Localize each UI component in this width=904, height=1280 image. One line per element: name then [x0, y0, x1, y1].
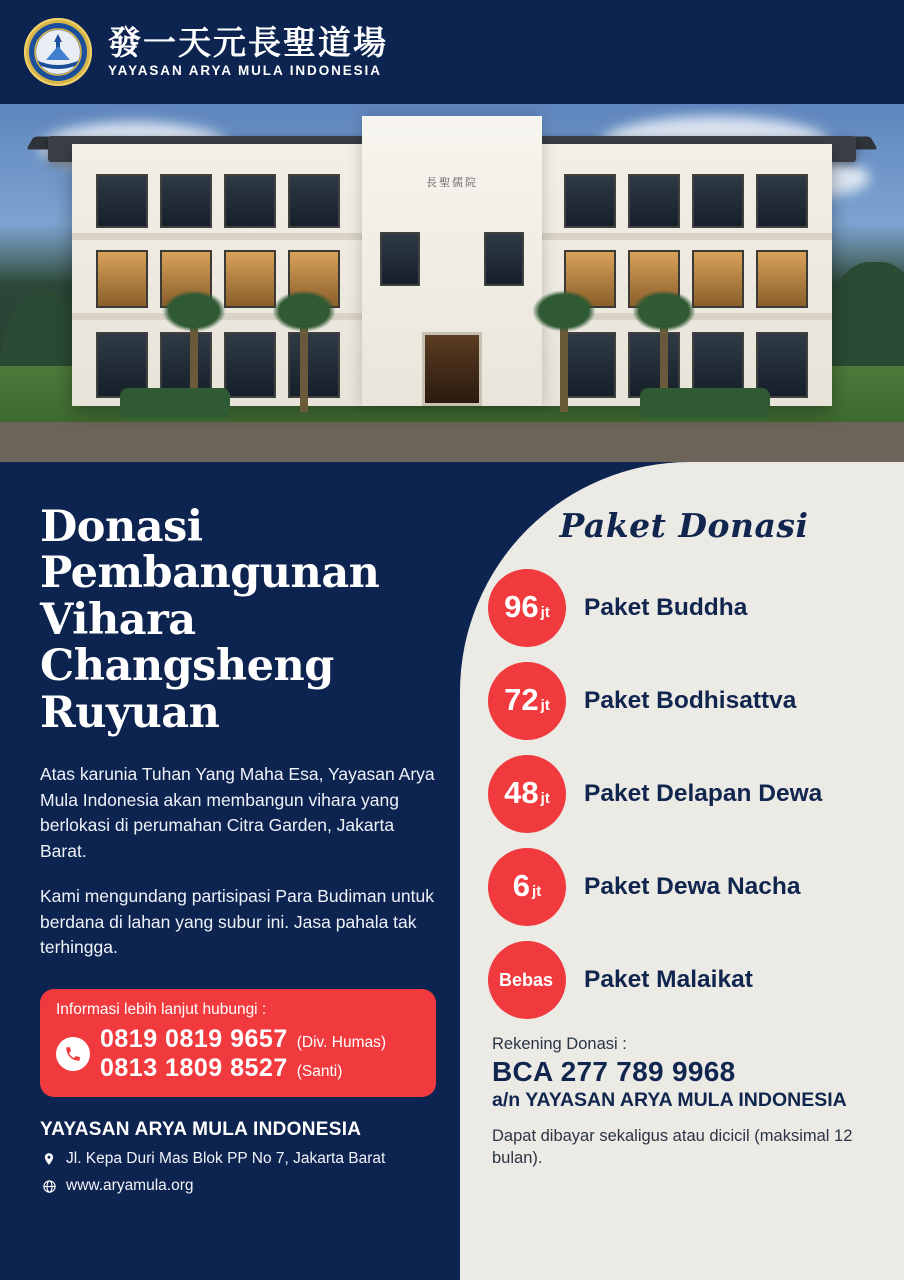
package-amount: 48 [504, 775, 539, 810]
website-row[interactable] [40, 1177, 436, 1195]
phone-icon [56, 1037, 90, 1071]
page-title: Donasi Pembangunan Vihara Changsheng Ruyuan [40, 502, 380, 738]
package-amount: Bebas [498, 970, 554, 990]
palm-tree [300, 316, 308, 412]
building-sign: 長聖儒院 [426, 176, 478, 189]
driveway [0, 422, 904, 462]
bank-account-number: BCA 277 789 9968 [492, 1056, 736, 1087]
package-unit: jt [540, 697, 550, 714]
phone-tag: (Santi) [296, 1063, 343, 1081]
package-amount-badge [488, 848, 566, 926]
list-item [488, 569, 880, 647]
globe-icon [40, 1177, 58, 1195]
website-text[interactable]: www.aryamula.org [66, 1177, 194, 1195]
intro-paragraph-1: Atas karunia Tuhan Yang Maha Esa, Yayasan Arya Mula Indonesia akan membangun vihara yang berlokasi di perumahan Citra Garden, Jakarta Barat. [40, 764, 435, 861]
window [628, 174, 680, 228]
package-label: Paket Dewa Nacha [584, 873, 801, 900]
package-label: Paket Bodhisattva [584, 687, 797, 714]
package-amount: 96 [504, 589, 539, 624]
package-label: Paket Malaikat [584, 966, 753, 993]
window [288, 332, 340, 398]
poster-header [0, 0, 904, 104]
palm-tree [560, 316, 568, 412]
window [564, 174, 616, 228]
package-amount-badge [488, 941, 566, 1019]
temple-seal-logo-icon [22, 16, 94, 88]
package-amount: 6 [512, 868, 531, 903]
window-lit [756, 250, 808, 308]
contact-row [56, 1025, 420, 1083]
window [692, 174, 744, 228]
main-door [422, 332, 482, 406]
list-item [488, 662, 880, 740]
list-item [488, 755, 880, 833]
window-lit [692, 250, 744, 308]
package-unit: jt [540, 790, 550, 807]
package-label: Paket Buddha [584, 594, 748, 621]
package-label: Paket Delapan Dewa [584, 780, 823, 807]
brand-title-cn: 發一天元長聖道場 [108, 22, 388, 62]
donation-package-panel [460, 462, 904, 1280]
phone-entry [100, 1054, 386, 1083]
phone-number: 0813 1809 8527 [100, 1054, 288, 1083]
address-text: Jl. Kepa Duri Mas Blok PP No 7, Jakarta Barat [66, 1150, 386, 1168]
list-item [488, 941, 880, 1019]
window [96, 174, 148, 228]
package-unit: jt [540, 604, 550, 621]
phone-number: 0819 0819 9657 [100, 1025, 288, 1054]
payment-note: Dapat dibayar sekaligus atau dicicil (maksimal 12 bulan). [492, 1127, 853, 1167]
package-amount-badge [488, 755, 566, 833]
brand-block [108, 22, 388, 79]
window [160, 174, 212, 228]
window [224, 174, 276, 228]
panel-title: Paket Donasi [559, 506, 809, 545]
list-item [488, 848, 880, 926]
hedge [120, 388, 230, 418]
location-pin-icon [40, 1150, 58, 1168]
contact-card [40, 989, 436, 1097]
package-unit: jt [532, 883, 542, 900]
intro-paragraph-2: Kami mengundang partisipasi Para Budiman untuk berdana di lahan yang subur ini. Jasa pahala tak terhingga. [40, 886, 434, 958]
window-lit [96, 250, 148, 308]
window [484, 232, 524, 286]
contact-heading: Informasi lebih lanjut hubungi : [56, 1001, 267, 1019]
bank-details [488, 1035, 880, 1170]
phone-entry [100, 1025, 386, 1054]
window [756, 174, 808, 228]
phone-tag: (Div. Humas) [296, 1034, 387, 1052]
building-center-tower [362, 116, 542, 406]
left-content-column [0, 462, 470, 1280]
window [564, 332, 616, 398]
window-lit [224, 250, 276, 308]
window [380, 232, 420, 286]
phone-number-list [100, 1025, 386, 1083]
address-row [40, 1150, 436, 1168]
package-list [488, 569, 880, 1019]
organization-name: YAYASAN ARYA MULA INDONESIA [40, 1119, 362, 1141]
bank-label: Rekening Donasi : [492, 1035, 627, 1053]
window [288, 174, 340, 228]
package-amount: 72 [504, 682, 539, 717]
package-amount-badge [488, 662, 566, 740]
hedge [640, 388, 770, 418]
brand-title-sub: YAYASAN ARYA MULA INDONESIA [108, 63, 382, 79]
bank-account-holder: a/n YAYASAN ARYA MULA INDONESIA [492, 1089, 847, 1111]
window [224, 332, 276, 398]
building-facade [72, 144, 832, 406]
hero-building-image [0, 104, 904, 462]
package-amount-badge [488, 569, 566, 647]
